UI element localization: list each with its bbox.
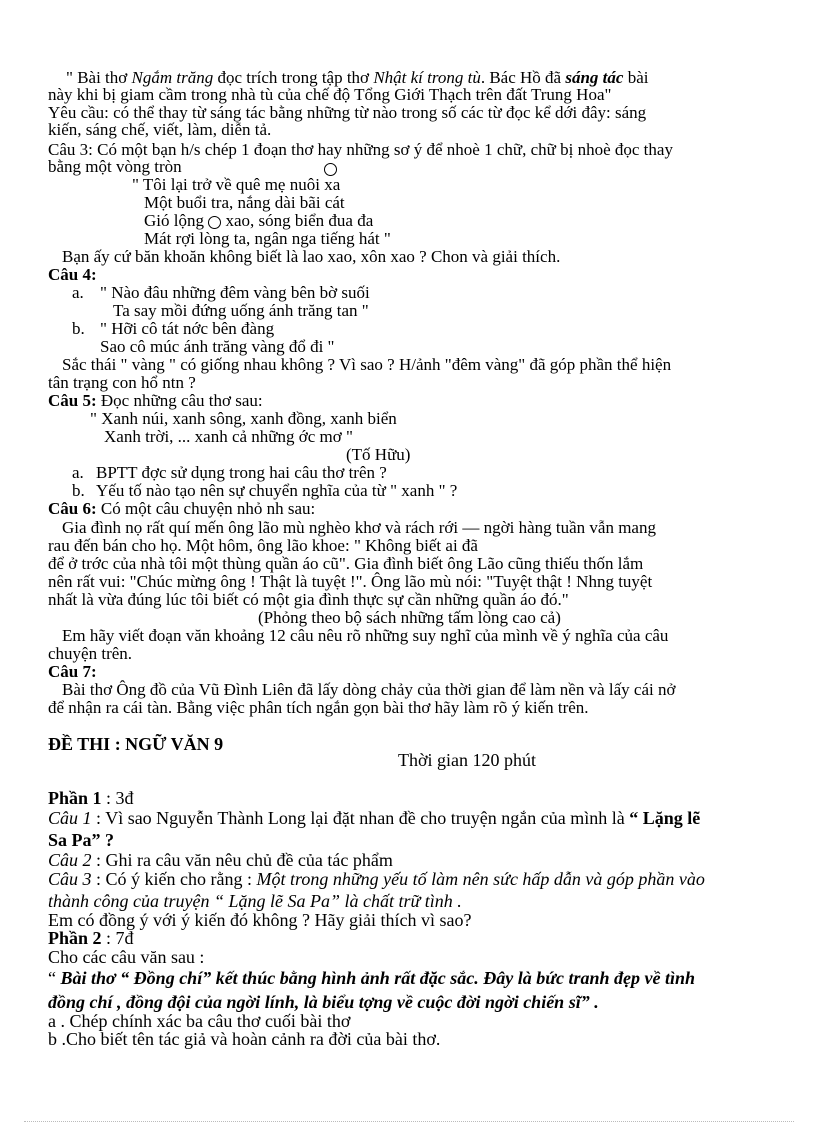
requirement-line: Yêu cầu: có thể thay từ sáng tác bằng những từ nào trong số các từ đọc kể dới đây: sáng [48, 103, 647, 122]
intro-line-1: " Bài thơ Ngắm trăng đọc trích trong tập thơ Nhật kí trong tù. Bác Hồ đã sáng tác bài [66, 68, 649, 87]
question-3-cont: bằng một vòng tròn [48, 157, 182, 176]
task-a: a . Chép chính xác ba câu thơ cuối bài thơ [48, 1011, 351, 1031]
requirement-options: kiến, sáng chế, viết, làm, diễn tả. [48, 120, 272, 139]
task-b: b .Cho biết tên tác giả và hoàn cảnh ra đời của bài thơ. [48, 1029, 441, 1049]
quoted-passage: “ Bài thơ “ Đồng chí” kết thúc bằng hình ảnh rất đặc sắc. Đây là bức tranh đẹp về tình [48, 968, 696, 988]
story-line: nhất là vừa đúng lúc tôi biết có một gia đình thực sự cần những quần áo đó." [48, 590, 569, 609]
question-6-prompt: Em hãy viết đoạn văn khoảng 12 câu nêu rõ những suy nghĩ của mình về ý nghĩa của câu [62, 626, 669, 645]
question-6: Câu 6: Có một câu chuyện nhỏ nh sau: [48, 499, 316, 518]
page-bottom-divider [24, 1121, 794, 1122]
intro-line-2: này khi bị giam cầm trong nhà tù của chế độ Tổng Giới Thạch trên đất Trung Hoa" [48, 85, 612, 104]
question-4-prompt-cont: tân trạng con hổ ntn ? [48, 373, 196, 392]
given-sentences-intro: Cho các câu văn sau : [48, 947, 205, 967]
question-3-prompt: Bạn ấy cứ băn khoăn không biết là lao xao, xôn xao ? Chon và giải thích. [62, 247, 561, 266]
poem-author: (Tố Hữu) [346, 445, 411, 464]
question-7-heading: Câu 7: [48, 662, 97, 681]
poem-line: " Tôi lại trở về quê mẹ nuôi xa [132, 175, 341, 194]
q5-b-text: Yếu tố nào tạo nên sự chuyển nghĩa của từ " xanh " ? [96, 481, 458, 500]
question-6-prompt-cont: chuyện trên. [48, 644, 133, 663]
poem-line: " Hỡi cô tát nớc bên đàng [100, 319, 275, 338]
story-line: Gia đình nọ rất quí mến ông lão mù nghèo khơ và rách rới — ngời hàng tuần vẫn mang [62, 518, 656, 537]
q5-a-label: a. [72, 463, 84, 482]
exam-question-2: Câu 2 : Ghi ra câu văn nêu chủ đề của tác phẩm [48, 850, 393, 870]
part-1-heading: Phần 1 : 3đ [48, 788, 134, 808]
story-line: để ở trớc của nhà tôi một thùng quần áo cũ". Gia đình biết ông Lão cũng thiếu thốn lắm [48, 554, 644, 573]
question-7-text: Bài thơ Ông đồ của Vũ Đình Liên đã lấy dòng chảy của thời gian để làm nền và lấy cái nở [62, 680, 676, 699]
q4-b-label: b. [72, 319, 85, 338]
exam-question-1-cont: Sa Pa” ? [48, 830, 115, 850]
poem-line: Xanh trời, ... xanh cả những ớc mơ " [104, 427, 353, 446]
poem-line: Mát rợi lòng ta, ngân nga tiếng hát " [144, 229, 391, 248]
question-4-prompt: Sắc thái " vàng " có giống nhau không ? Vì sao ? H/ảnh "đêm vàng" đã góp phần thể hiện [62, 355, 672, 374]
quoted-passage-cont: đồng chí , đồng đội của ngời lính, là biểu tợng về cuộc đời ngời chiến sĩ” . [48, 992, 599, 1012]
poem-line: " Xanh núi, xanh sông, xanh đồng, xanh biển [90, 409, 397, 428]
story-line: nên rất vui: "Chúc mừng ông ! Thật là tuyệt !". Ông lão mù nói: "Tuyệt thật ! Nhng tuyệt [48, 572, 653, 591]
q5-a-text: BPTT đợc sử dụng trong hai câu thơ trên ? [96, 463, 387, 482]
story-line: rau đến bán cho họ. Một hôm, ông lão khoe: " Không biết ai đã [48, 536, 478, 555]
exam-time: Thời gian 120 phút [398, 750, 537, 770]
poem-line: Một buổi tra, nắng dài bãi cát [144, 193, 345, 212]
blank-circle-icon [208, 216, 221, 229]
exam-question-3-prompt: Em có đồng ý với ý kiến đó không ? Hãy giải thích vì sao? [48, 910, 472, 930]
question-3: Câu 3: Có một bạn h/s chép 1 đoạn thơ hay những sơ ý để nhoè 1 chữ, chữ bị nhoè đọc thay [48, 140, 673, 159]
q5-b-label: b. [72, 481, 85, 500]
q4-a-label: a. [72, 283, 84, 302]
poem-line: Gió lộng xao, sóng biển đua đa [144, 211, 374, 230]
poem-line: " Nào đâu những đêm vàng bên bờ suối [100, 283, 370, 302]
exam-question-3-quote: thành công của truyện “ Lặng lẽ Sa Pa” là chất trữ tình . [48, 891, 462, 911]
question-4-heading: Câu 4: [48, 265, 97, 284]
story-source: (Phỏng theo bộ sách những tấm lòng cao cả) [258, 608, 561, 627]
question-7-text-cont: để nhận ra cái tàn. Bằng việc phân tích ngắn gọn bài thơ hãy làm rõ ý kiến trên. [48, 698, 589, 717]
exam-question-1: Câu 1 : Vì sao Nguyễn Thành Long lại đặt nhan đề cho truyện ngắn của mình là “ Lặng lẽ [48, 808, 701, 828]
part-2-heading: Phần 2 : 7đ [48, 928, 134, 948]
question-5: Câu 5: Đọc những câu thơ sau: [48, 391, 263, 410]
exam-question-3: Câu 3 : Có ý kiến cho rằng : Một trong những yếu tố làm nên sức hấp dẫn và góp phần vào [48, 869, 705, 889]
poem-line: Ta say mồi đứng uống ánh trăng tan " [113, 301, 369, 320]
poem-line: Sao cô múc ánh trăng vàng đổ đi " [100, 337, 335, 356]
exam-title: ĐỀ THI : NGỮ VĂN 9 [48, 734, 224, 754]
